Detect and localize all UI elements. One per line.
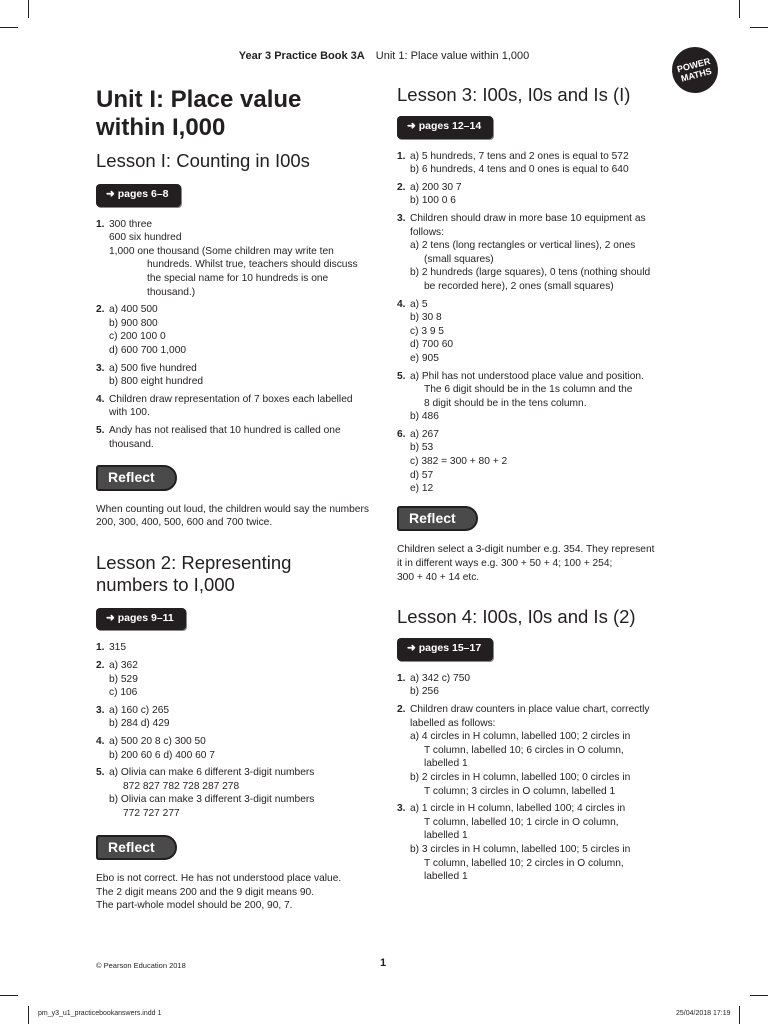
right-column <box>397 84 677 888</box>
reflect-line: 300 + 40 + 14 etc. <box>397 571 480 583</box>
reflect-line: The part-whole model should be 200, 90, 7. <box>96 900 293 912</box>
question-1 <box>96 218 376 300</box>
crop-mark <box>750 27 768 28</box>
lesson-1-title: Lesson I: Counting in I00s <box>96 150 310 171</box>
answer-line: a) Olivia can make 6 different 3-digit numbers <box>109 767 315 779</box>
question-1 <box>397 672 677 699</box>
question-number: 1. <box>96 642 105 654</box>
answer-line: a) 362 <box>109 660 138 672</box>
answer-line: The 6 digit should be in the 1s column and the <box>424 384 633 396</box>
unit-title-line: within I,000 <box>96 114 226 141</box>
question-number: 5. <box>96 767 105 779</box>
answer-line: Children draw representation of 7 boxes each labelled <box>109 393 353 405</box>
answer-line: b) 6 hundreds, 4 tens and 0 ones is equal to 640 <box>410 164 629 176</box>
question-2 <box>397 181 677 208</box>
crop-mark <box>28 1006 29 1024</box>
answer-line: b) Olivia can make 3 different 3-digit numbers <box>109 794 315 806</box>
question-1 <box>397 150 677 177</box>
pages-badge: ➜ pages 12–14 <box>397 116 493 139</box>
answer-line: labelled 1 <box>424 871 468 883</box>
answer-line: e) 12 <box>410 483 434 495</box>
lesson-title-line: Lesson 2: Representing <box>96 551 292 573</box>
question-number: 3. <box>397 212 406 224</box>
reflect-text: When counting out loud, the children would say the numbers 200, 300, 400, 500, 600 and 700 twice. <box>96 503 369 529</box>
question-3 <box>96 362 376 389</box>
crop-mark <box>28 0 29 18</box>
lesson-3-title: Lesson 3: I00s, I0s and Is (I) <box>397 84 631 105</box>
question-4 <box>96 393 376 420</box>
answer-line: the special name for 10 hundreds is one <box>147 272 329 284</box>
answer-line: b) 3 circles in H column, labelled 100; 5 circles in <box>410 843 631 855</box>
answer-line: 600 six hundred <box>109 232 182 244</box>
answer-line: Children should draw in more base 10 equipment as <box>410 212 646 224</box>
running-header <box>0 50 768 62</box>
left-column <box>96 84 376 913</box>
unit-title <box>96 86 376 142</box>
answer-line: a) 160 c) 265 <box>109 704 170 716</box>
answer-line: b) 486 <box>410 411 439 423</box>
answer-line: 772 727 277 <box>123 808 180 819</box>
answer-line: a) 2 tens (long rectangles or vertical lines), 2 ones <box>410 240 636 252</box>
answer-line: 1,000 one thousand (Some children may write ten <box>109 245 334 257</box>
question-number: 4. <box>397 298 406 310</box>
question-4 <box>96 735 376 762</box>
answer-line: T column, labelled 10; 1 circle in O column, <box>424 816 619 828</box>
answer-line: with 100. <box>109 407 150 419</box>
question-number: 2. <box>96 304 105 316</box>
lesson-title-line: numbers to I,000 <box>96 573 235 595</box>
answer-line: b) 2 circles in H column, labelled 100; 0 circles in <box>410 771 631 783</box>
crop-mark <box>0 995 18 996</box>
answer-line: T column; 3 circles in O column, labelled 1 <box>424 785 616 797</box>
question-number: 5. <box>96 424 105 436</box>
question-number: 4. <box>96 736 105 748</box>
answer-line: labelled as follows: <box>410 717 496 729</box>
answer-line: 8 digit should be in the tens column. <box>424 397 587 409</box>
question-number: 4. <box>96 393 105 405</box>
answer-line: labelled 1 <box>424 758 468 770</box>
answer-line: b) 800 eight hundred <box>109 376 204 388</box>
question-3 <box>397 802 677 884</box>
crop-mark <box>0 27 18 28</box>
file-slug: pm_y3_u1_practicebookanswers.indd 1 <box>38 1010 162 1017</box>
answer-line: b) 284 d) 429 <box>109 718 170 730</box>
answer-line: a) 1 circle in H column, labelled 100; 4 circles in <box>410 803 626 815</box>
answer-line: a) 5 <box>410 298 428 310</box>
reflect-badge: Reflect <box>96 465 177 491</box>
answer-line: T column, labelled 10; 2 circles in O column, <box>424 857 624 869</box>
print-date: 25/04/2018 17:19 <box>676 1010 731 1017</box>
question-number: 2. <box>96 660 105 672</box>
reflect-line: Children select a 3-digit number e.g. 354. They represent <box>397 544 655 556</box>
answer-line: be recorded here), 2 ones (small squares) <box>424 280 614 292</box>
answer-line: d) 700 60 <box>410 339 454 351</box>
answer-line: b) 2 hundreds (large squares), 0 tens (nothing should <box>410 267 651 279</box>
crop-mark <box>750 995 768 996</box>
question-2 <box>96 659 376 700</box>
question-5 <box>96 424 376 451</box>
copyright: © Pearson Education 2018 <box>96 961 186 970</box>
answer-line: b) 30 8 <box>410 312 442 324</box>
answer-line: a) Phil has not understood place value and position. <box>410 370 644 382</box>
reflect-badge: Reflect <box>96 835 177 861</box>
answer-line: b) 900 800 <box>109 317 158 329</box>
unit-name: Unit 1: Place value within 1,000 <box>375 50 530 62</box>
answer-line: b) 53 <box>410 442 434 454</box>
answer-line: d) 57 <box>410 469 434 481</box>
lesson-4-title: Lesson 4: I00s, I0s and Is (2) <box>397 606 636 628</box>
question-1 <box>96 641 376 655</box>
reflect-line: The 2 digit means 200 and the 9 digit means 90. <box>96 886 315 898</box>
answer-line: b) 100 0 6 <box>410 195 456 207</box>
answer-line: a) 5 hundreds, 7 tens and 2 ones is equal to 572 <box>410 150 629 162</box>
answer-line: hundreds. Whilst true, teachers should discuss <box>147 259 358 271</box>
answer-line: e) 905 <box>410 352 439 364</box>
reflect-line: it in different ways e.g. 300 + 50 + 4; 100 + 254; <box>397 558 613 570</box>
answer-line: thousand. <box>109 438 154 450</box>
page-number: 1 <box>380 957 387 969</box>
question-3 <box>397 212 677 294</box>
answer-line: a) 500 five hundred <box>109 362 197 374</box>
unit-title-line: Unit I: Place value <box>96 86 302 113</box>
answer-line: c) 200 100 0 <box>109 331 166 343</box>
answer-line: a) 267 <box>410 428 439 440</box>
answer-line: follows: <box>410 226 444 238</box>
question-number: 1. <box>96 218 105 230</box>
answer-line: a) 400 500 <box>109 304 158 316</box>
question-5 <box>397 370 677 424</box>
question-number: 3. <box>96 362 105 374</box>
book-title: Year 3 Practice Book 3A <box>238 50 365 62</box>
answer-line: labelled 1 <box>424 830 468 842</box>
answer-line: c) 382 = 300 + 80 + 2 <box>410 456 508 468</box>
answer-line: Children draw counters in place value chart, correctly <box>410 704 650 715</box>
answer-line: a) 200 30 7 <box>410 181 462 193</box>
question-5 <box>96 766 376 820</box>
question-number: 6. <box>397 428 406 440</box>
answer-line: thousand.) <box>147 286 196 298</box>
question-2 <box>397 703 677 798</box>
answer-line: T column, labelled 10; 6 circles in O column, <box>424 744 624 756</box>
answer-line: (small squares) <box>424 253 494 265</box>
question-4 <box>397 298 677 366</box>
reflect-text <box>397 543 677 584</box>
answer-line: a) 4 circles in H column, labelled 100; 2 circles in <box>410 731 631 743</box>
answer-line: Andy has not realised that 10 hundred is called one <box>109 424 341 436</box>
reflect-line: Ebo is not correct. He has not understood place value. <box>96 873 342 885</box>
question-number: 1. <box>397 150 406 162</box>
question-3 <box>96 704 376 731</box>
answer-line: 872 827 782 728 287 278 <box>123 780 240 792</box>
answer-line: a) 500 20 8 c) 300 50 <box>109 736 206 748</box>
answer-line: 315 <box>109 642 126 654</box>
answer-line: 300 three <box>109 218 153 230</box>
answer-line: a) 342 c) 750 <box>410 672 471 684</box>
answer-line: b) 200 60 6 d) 400 60 7 <box>109 749 215 761</box>
question-number: 2. <box>397 704 406 715</box>
lesson-2-title <box>96 552 376 596</box>
answer-line: b) 256 <box>410 686 439 698</box>
question-number: 5. <box>397 370 406 382</box>
question-number: 3. <box>397 803 406 815</box>
answer-line: c) 3 9 5 <box>410 325 444 337</box>
pages-badge: ➜ pages 6–8 <box>96 184 181 207</box>
reflect-badge: Reflect <box>397 506 478 532</box>
answer-line: d) 600 700 1,000 <box>109 344 187 356</box>
pages-badge: ➜ pages 9–11 <box>96 608 186 631</box>
question-number: 3. <box>96 704 105 716</box>
pages-badge: ➜ pages 15–17 <box>397 638 493 661</box>
question-6 <box>397 428 677 496</box>
reflect-text <box>96 872 376 913</box>
question-number: 1. <box>397 672 406 684</box>
power-maths-logo: POWER MATHS <box>667 42 723 98</box>
question-2 <box>96 303 376 357</box>
answer-line: b) 529 <box>109 673 138 685</box>
crop-mark <box>739 1006 740 1024</box>
crop-mark <box>739 0 740 18</box>
question-number: 2. <box>397 181 406 193</box>
answer-line: c) 106 <box>109 687 138 699</box>
